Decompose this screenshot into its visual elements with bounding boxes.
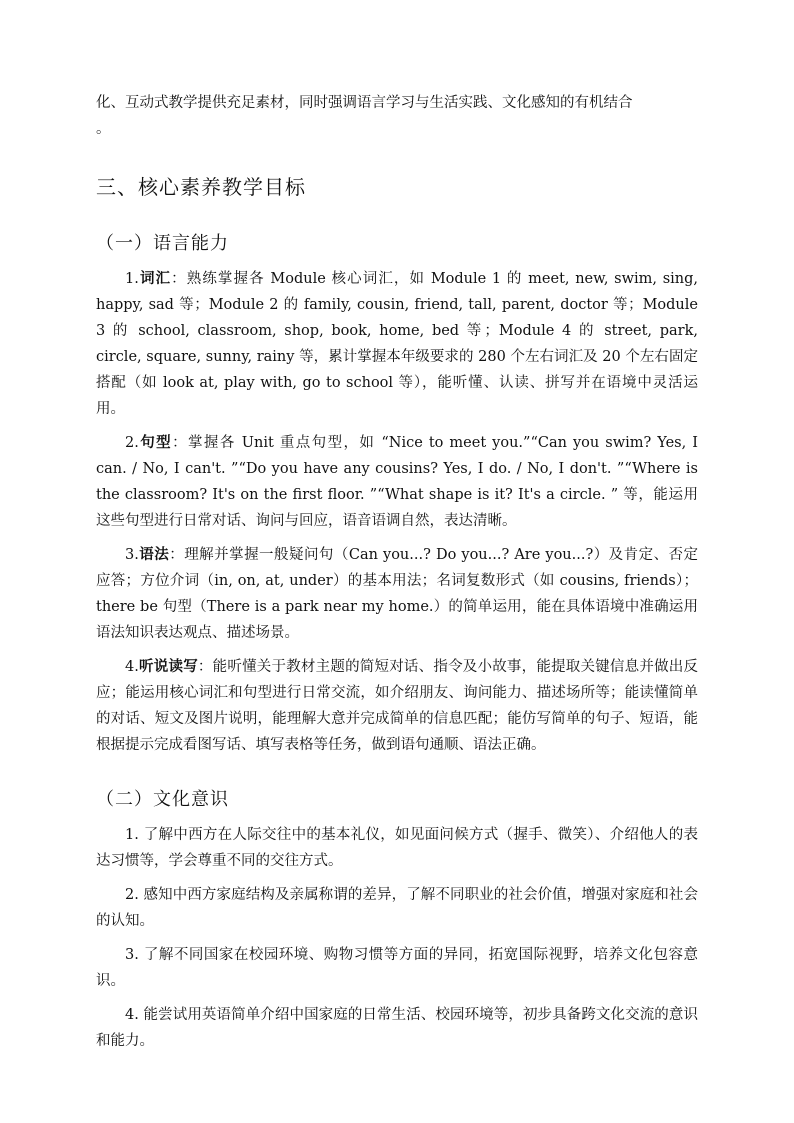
item-lead: 句型 [138, 434, 173, 451]
item-text: ：理解并掌握一般疑问句（Can you...? Do you...? Are you...?）及肯定、否定应答；方位介词（in, on, at, under）的基本用法；名词复数形式（如 cousins, friends）；there be 句型（There is a park near my home.）的简单运用，能在具体语境中准确运用语法知识表达观点、描述场景。 [96, 547, 699, 641]
subsection-language-ability-heading: （一）语言能力 [96, 233, 229, 254]
section-3-heading: 三、核心素养教学目标 [96, 175, 306, 199]
language-item-sentence-patterns [96, 430, 698, 534]
item-text: ：熟练掌握各 Module 核心词汇，如 Module 1 的 meet, new, swim, sing, happy, sad 等；Module 2 的 family, cousin, friend, tall, parent, doctor 等；Module 3 的 school, classroom, shop, book, home, bed 等；Module 4 的 street, park, circle, square, sunny, rainy 等，累计掌握本年级要求的 280 个左右词汇及 20 个左右固定搭配（如 look at, play with, go to school 等），能听懂、认读、拼写并在语境中灵活运用。 [96, 271, 699, 417]
item-number: 4. [125, 659, 139, 675]
item-number: 1. [125, 271, 139, 287]
item-text: ：掌握各 Unit 重点句型，如 “Nice to meet you.”“Can you swim? Yes, I can. / No, I can't. ”“Do you have any cousins? Yes, I do. / No, I don't. ”“Where is the classroom? It's on the first floor. ”“What shape is it? It's a circle. ” 等，能运用这些句型进行日常对话、询问与回应，语音语调自然，表达清晰。 [96, 435, 698, 529]
item-number: 3. [125, 547, 139, 563]
item-lead: 词汇 [138, 270, 172, 287]
item-text: ：能听懂关于教材主题的简短对话、指令及小故事，能提取关键信息并做出反应；能运用核心词汇和句型进行日常交流，如介绍朋友、询问能力、描述场所等；能读懂简单的对话、短文及图片说明，能理解大意并完成简单的信息匹配；能仿写简单的句子、短语，能根据提示完成看图写话、填写表格等任务，做到语句通顺、语法正确。 [96, 659, 699, 753]
intro-paragraph [96, 90, 698, 142]
culture-item-2: 2. 感知中西方家庭结构及亲属称谓的差异，了解不同职业的社会价值，增强对家庭和社会的认知。 [96, 887, 698, 929]
culture-item-3: 3. 了解不同国家在校园环境、购物习惯等方面的异同，拓宽国际视野，培养文化包容意识。 [96, 947, 698, 989]
subsection-cultural-awareness-heading: （二）文化意识 [96, 789, 229, 810]
culture-item-1: 1. 了解中西方在人际交往中的基本礼仪，如见面问候方式（握手、微笑）、介绍他人的表达习惯等，学会尊重不同的交往方式。 [96, 827, 698, 869]
language-item-listening-speaking-reading-writing [96, 654, 698, 758]
language-item-vocabulary [96, 266, 698, 422]
culture-item-4: 4. 能尝试用英语简单介绍中国家庭的日常生活、校园环境等，初步具备跨文化交流的意识和能力。 [96, 1007, 698, 1049]
item-lead: 语法 [138, 546, 170, 563]
language-item-grammar [96, 542, 698, 646]
item-number: 2. [125, 435, 139, 451]
intro-line: 化、互动式教学提供充足素材，同时强调语言学习与生活实践、文化感知的有机结合 [96, 95, 633, 111]
item-lead: 听说读写 [138, 658, 198, 675]
document-page [96, 90, 698, 1054]
intro-end: 。 [96, 121, 111, 137]
